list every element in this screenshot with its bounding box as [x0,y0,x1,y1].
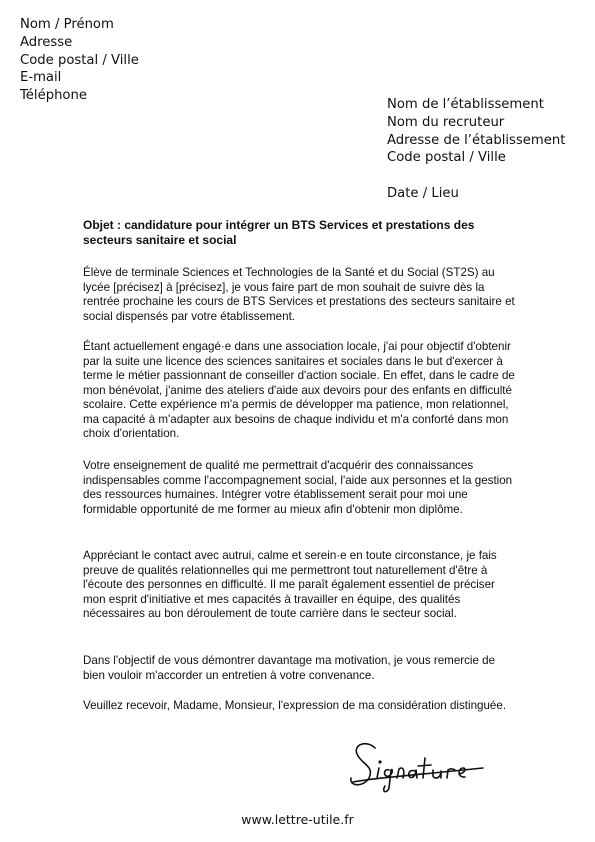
sender-name: Nom / Prénom [20,17,114,32]
handwritten-signature [345,738,485,796]
body-paragraph: Appréciant le contact avec autrui, calme et serein·e en toute circonstance, je fais preuve de qualités relationnelles qui me permettront tout naturellement d'être à l'écoute des personnes en difficulté. Il me paraît également essentiel de préciser mon esprit d'initiative et mes capacités à travailler en équipe, des qualités nécessaires au bon déroulement de toute carrière dans le secteur social. [83,549,497,620]
letter-subject: Objet : candidature pour intégrer un BTS Services et prestations des secteurs sanitaire et social [83,218,475,247]
sender-phone: Téléphone [20,88,87,104]
recipient-establishment: Nom de l’établissement [387,97,544,112]
body-paragraph: Dans l'objectif de vous démontrer davantage ma motivation, je vous remercie de bien vouloir m'accorder un entretien à votre convenance. [83,654,496,682]
footer-website: www.lettre-utile.fr [241,812,354,827]
body-paragraph: Élève de terminale Sciences et Technologies de la Santé et du Social (ST2S) au lycée [précisez] à [précisez], je vous faire part de mon souhait de suivre dès la rentrée prochaine les cours de BTS Services et prestations des secteurs sanitaire et social dispensés par votre établissement. [83,266,515,323]
sender-address: Adresse [20,34,73,50]
closing-formula: Veuillez recevoir, Madame, Monsieur, l'expression de ma considération distinguée. [83,699,507,712]
sender-email: E-mail [20,70,62,86]
body-paragraph: Votre enseignement de qualité me permettrait d'acquérir des connaissances indispensables comme l'accompagnement social, l'aide aux personnes et la gestion des ressources humaines. Intégrer votre établissement serait pour moi une formidable opportunité de me former au mieux afin d'obtenir mon diplôme. [83,459,513,516]
body-paragraph: Étant actuellement engagé·e dans une association locale, j'ai pour objectif d'obtenir par la suite une licence des sciences sanitaires et sociales dans le but d'exercer à terme le métier passionnant de conseiller d'action sociale. En effet, dans le cadre de mon bénévolat, j'anime des ateliers d'aide aux devoirs pour des enfants en difficulté scolaire. Cette expérience m'a permis de développer ma patience, mon relationnel, ma capacité à m'adapter aux besoins de chaque individu et m'a conforté dans mon choix d'orientation. [83,340,515,440]
sender-postal: Code postal / Ville [20,52,139,68]
recipient-postal: Code postal / Ville [387,150,506,166]
sender-block [20,16,139,105]
date-place: Date / Lieu [387,186,459,201]
recipient-address: Adresse de l’établissement [387,132,566,148]
recipient-block [387,96,565,167]
recipient-recruiter: Nom du recruteur [387,114,505,130]
